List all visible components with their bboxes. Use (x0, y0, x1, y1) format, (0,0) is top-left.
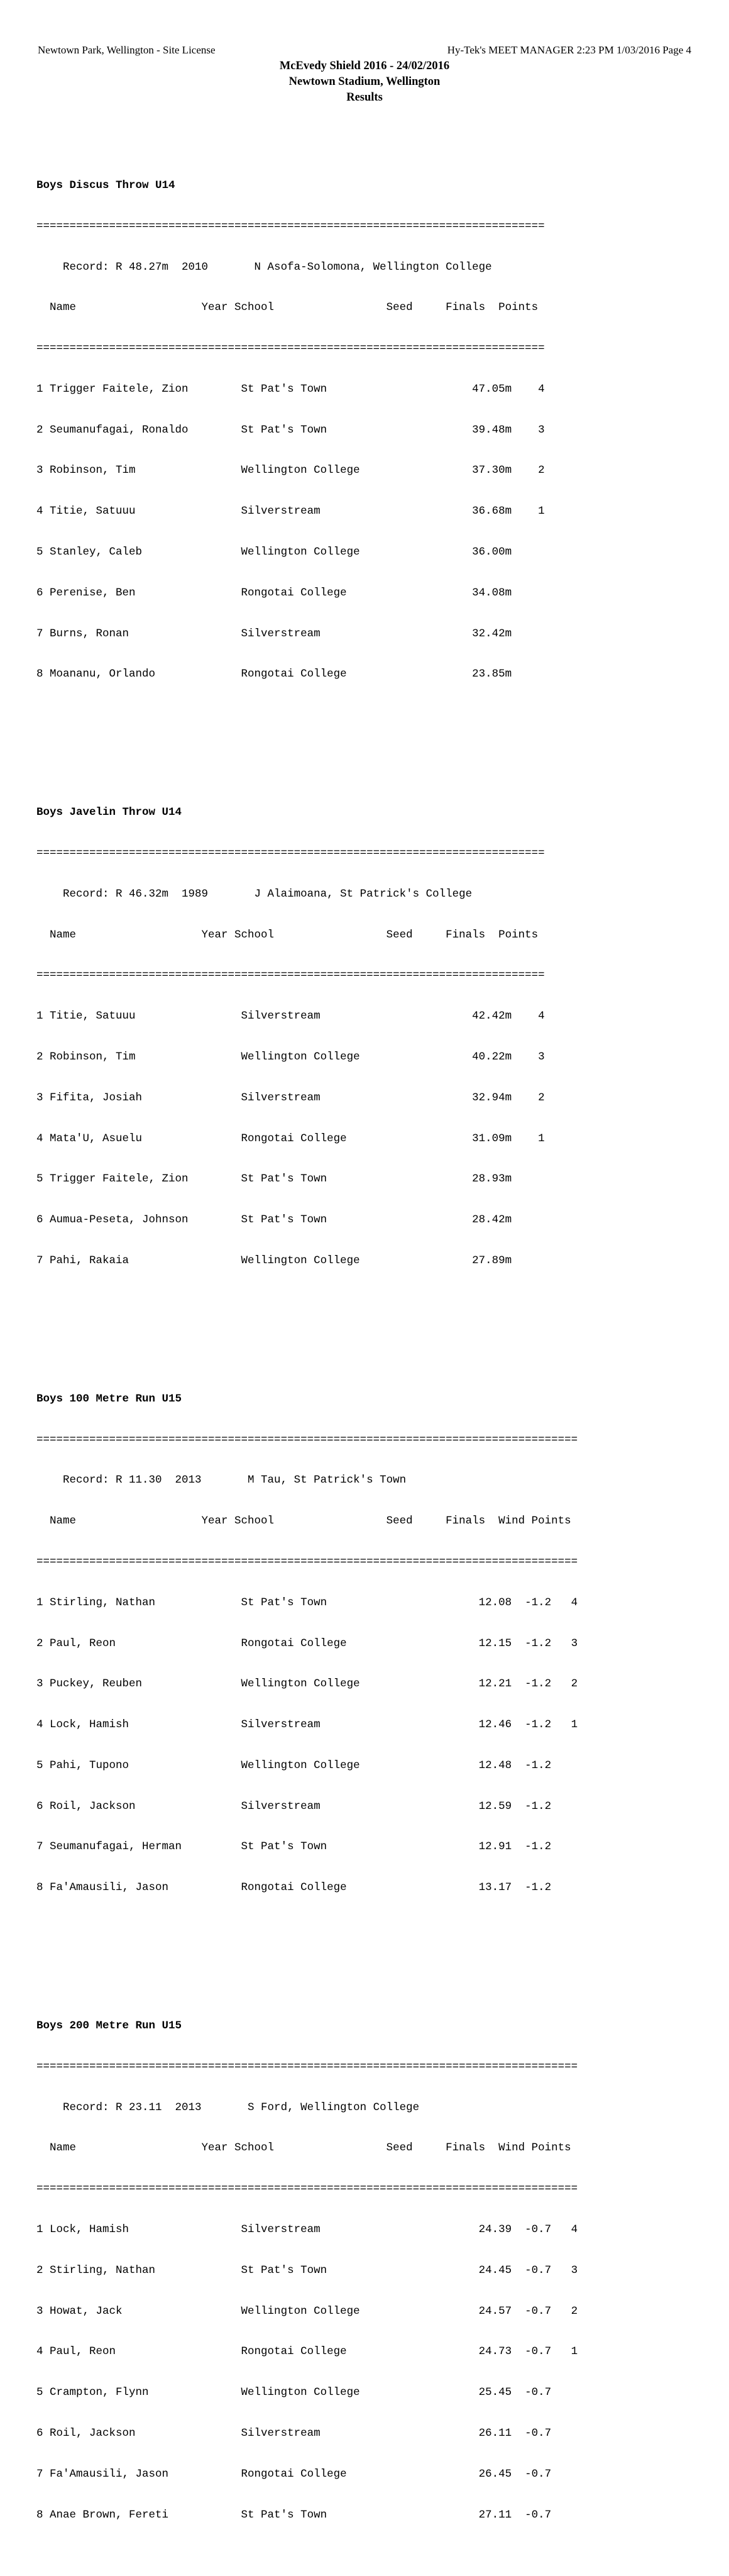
result-row: 3 Fifita, Josiah Silverstream 32.94m 2 (36, 1091, 545, 1104)
result-row: 4 Mata'U, Asuelu Rongotai College 31.09m 1 (36, 1132, 545, 1145)
record-line: Record: R 11.30 2013 M Tau, St Patrick's Town (36, 1474, 407, 1487)
column-header: Name Year School Seed Finals Wind Points (36, 1515, 571, 1528)
event-section (36, 779, 578, 1295)
result-row: 5 Pahi, Tupono Wellington College 12.48 -1.2 (36, 1759, 552, 1772)
event-section (36, 1366, 578, 1922)
result-row: 5 Stanley, Caleb Wellington College 36.00m (36, 546, 512, 558)
separator-line: ================================================================================== (36, 1433, 578, 1446)
result-row: 5 Crampton, Flynn Wellington College 25.45 -0.7 (36, 2386, 552, 2399)
record-line: Record: R 23.11 2013 S Ford, Wellington College (36, 2101, 420, 2114)
separator-line: ============================================================================= (36, 219, 545, 233)
separator-line: ================================================================================== (36, 2060, 578, 2073)
separator-line: ============================================================================= (36, 969, 545, 982)
result-row: 6 Roil, Jackson Silverstream 26.11 -0.7 (36, 2426, 552, 2440)
result-row: 2 Paul, Reon Rongotai College 12.15 -1.2 3 (36, 1637, 578, 1650)
result-row: 3 Howat, Jack Wellington College 24.57 -0.7 2 (36, 2304, 578, 2318)
result-row: 7 Pahi, Rakaia Wellington College 27.89m (36, 1254, 512, 1267)
column-header: Name Year School Seed Finals Wind Points (36, 2142, 571, 2155)
record-line: Record: R 46.32m 1989 J Alaimoana, St Patrick's College (36, 887, 473, 900)
result-row: 4 Titie, Satuuu Silverstream 36.68m 1 (36, 505, 545, 518)
event-title: Boys Javelin Throw U14 (36, 806, 182, 819)
result-row: 4 Lock, Hamish Silverstream 12.46 -1.2 1 (36, 1718, 578, 1732)
event-section (36, 1993, 578, 2549)
result-row: 1 Titie, Satuuu Silverstream 42.42m 4 (36, 1010, 545, 1023)
result-row: 3 Puckey, Reuben Wellington College 12.21 -1.2 2 (36, 1678, 578, 1691)
software-page-info: Hy-Tek's MEET MANAGER 2:23 PM 1/03/2016 Page 4 (447, 44, 691, 56)
event-title: Boys Discus Throw U14 (36, 179, 175, 192)
result-row: 6 Aumua-Peseta, Johnson St Pat's Town 28.42m (36, 1213, 512, 1227)
event-title: Boys 200 Metre Run U15 (36, 2020, 182, 2033)
meet-header (0, 58, 729, 106)
result-row: 2 Robinson, Tim Wellington College 40.22m 3 (36, 1050, 545, 1063)
event-section (36, 152, 578, 709)
record-line: Record: R 48.27m 2010 N Asofa-Solomona, Wellington College (36, 260, 492, 274)
separator-line: ============================================================================= (36, 847, 545, 860)
result-row: 4 Paul, Reon Rongotai College 24.73 -0.7 1 (36, 2345, 578, 2358)
column-header: Name Year School Seed Finals Points (36, 301, 539, 314)
result-row: 7 Seumanufagai, Herman St Pat's Town 12.91 -1.2 (36, 1840, 552, 1854)
result-row: 2 Seumanufagai, Ronaldo St Pat's Town 39.48m 3 (36, 423, 545, 436)
result-row: 8 Fa'Amausili, Jason Rongotai College 13.17 -1.2 (36, 1881, 552, 1894)
result-row: 7 Burns, Ronan Silverstream 32.42m (36, 627, 512, 640)
result-row: 8 Anae Brown, Fereti St Pat's Town 27.11 -0.7 (36, 2508, 552, 2521)
result-row: 8 Moananu, Orlando Rongotai College 23.85m (36, 668, 512, 681)
result-row: 3 Robinson, Tim Wellington College 37.30m 2 (36, 464, 545, 477)
separator-line: ============================================================================= (36, 342, 545, 355)
result-row: 7 Fa'Amausili, Jason Rongotai College 26.45 -0.7 (36, 2467, 552, 2480)
result-row: 5 Trigger Faitele, Zion St Pat's Town 28.93m (36, 1173, 512, 1186)
separator-line: ================================================================================== (36, 1555, 578, 1568)
result-row: 1 Trigger Faitele, Zion St Pat's Town 47.05m 4 (36, 382, 545, 395)
meet-venue: Newtown Stadium, Wellington (288, 75, 441, 88)
result-row: 1 Lock, Hamish Silverstream 24.39 -0.7 4 (36, 2223, 578, 2236)
result-row: 6 Perenise, Ben Rongotai College 34.08m (36, 586, 512, 599)
result-row: 6 Roil, Jackson Silverstream 12.59 -1.2 (36, 1799, 552, 1813)
site-license-text: Newtown Park, Wellington - Site License (38, 44, 216, 56)
result-row: 2 Stirling, Nathan St Pat's Town 24.45 -0.7 3 (36, 2264, 578, 2277)
separator-line: ================================================================================== (36, 2182, 578, 2196)
meet-title: McEvedy Shield 2016 - 24/02/2016 (279, 60, 450, 72)
result-row: 1 Stirling, Nathan St Pat's Town 12.08 -1.2 4 (36, 1596, 578, 1609)
column-header: Name Year School Seed Finals Points (36, 928, 539, 941)
event-title: Boys 100 Metre Run U15 (36, 1392, 182, 1405)
results-subtitle: Results (346, 91, 383, 104)
results-content (36, 111, 578, 2576)
